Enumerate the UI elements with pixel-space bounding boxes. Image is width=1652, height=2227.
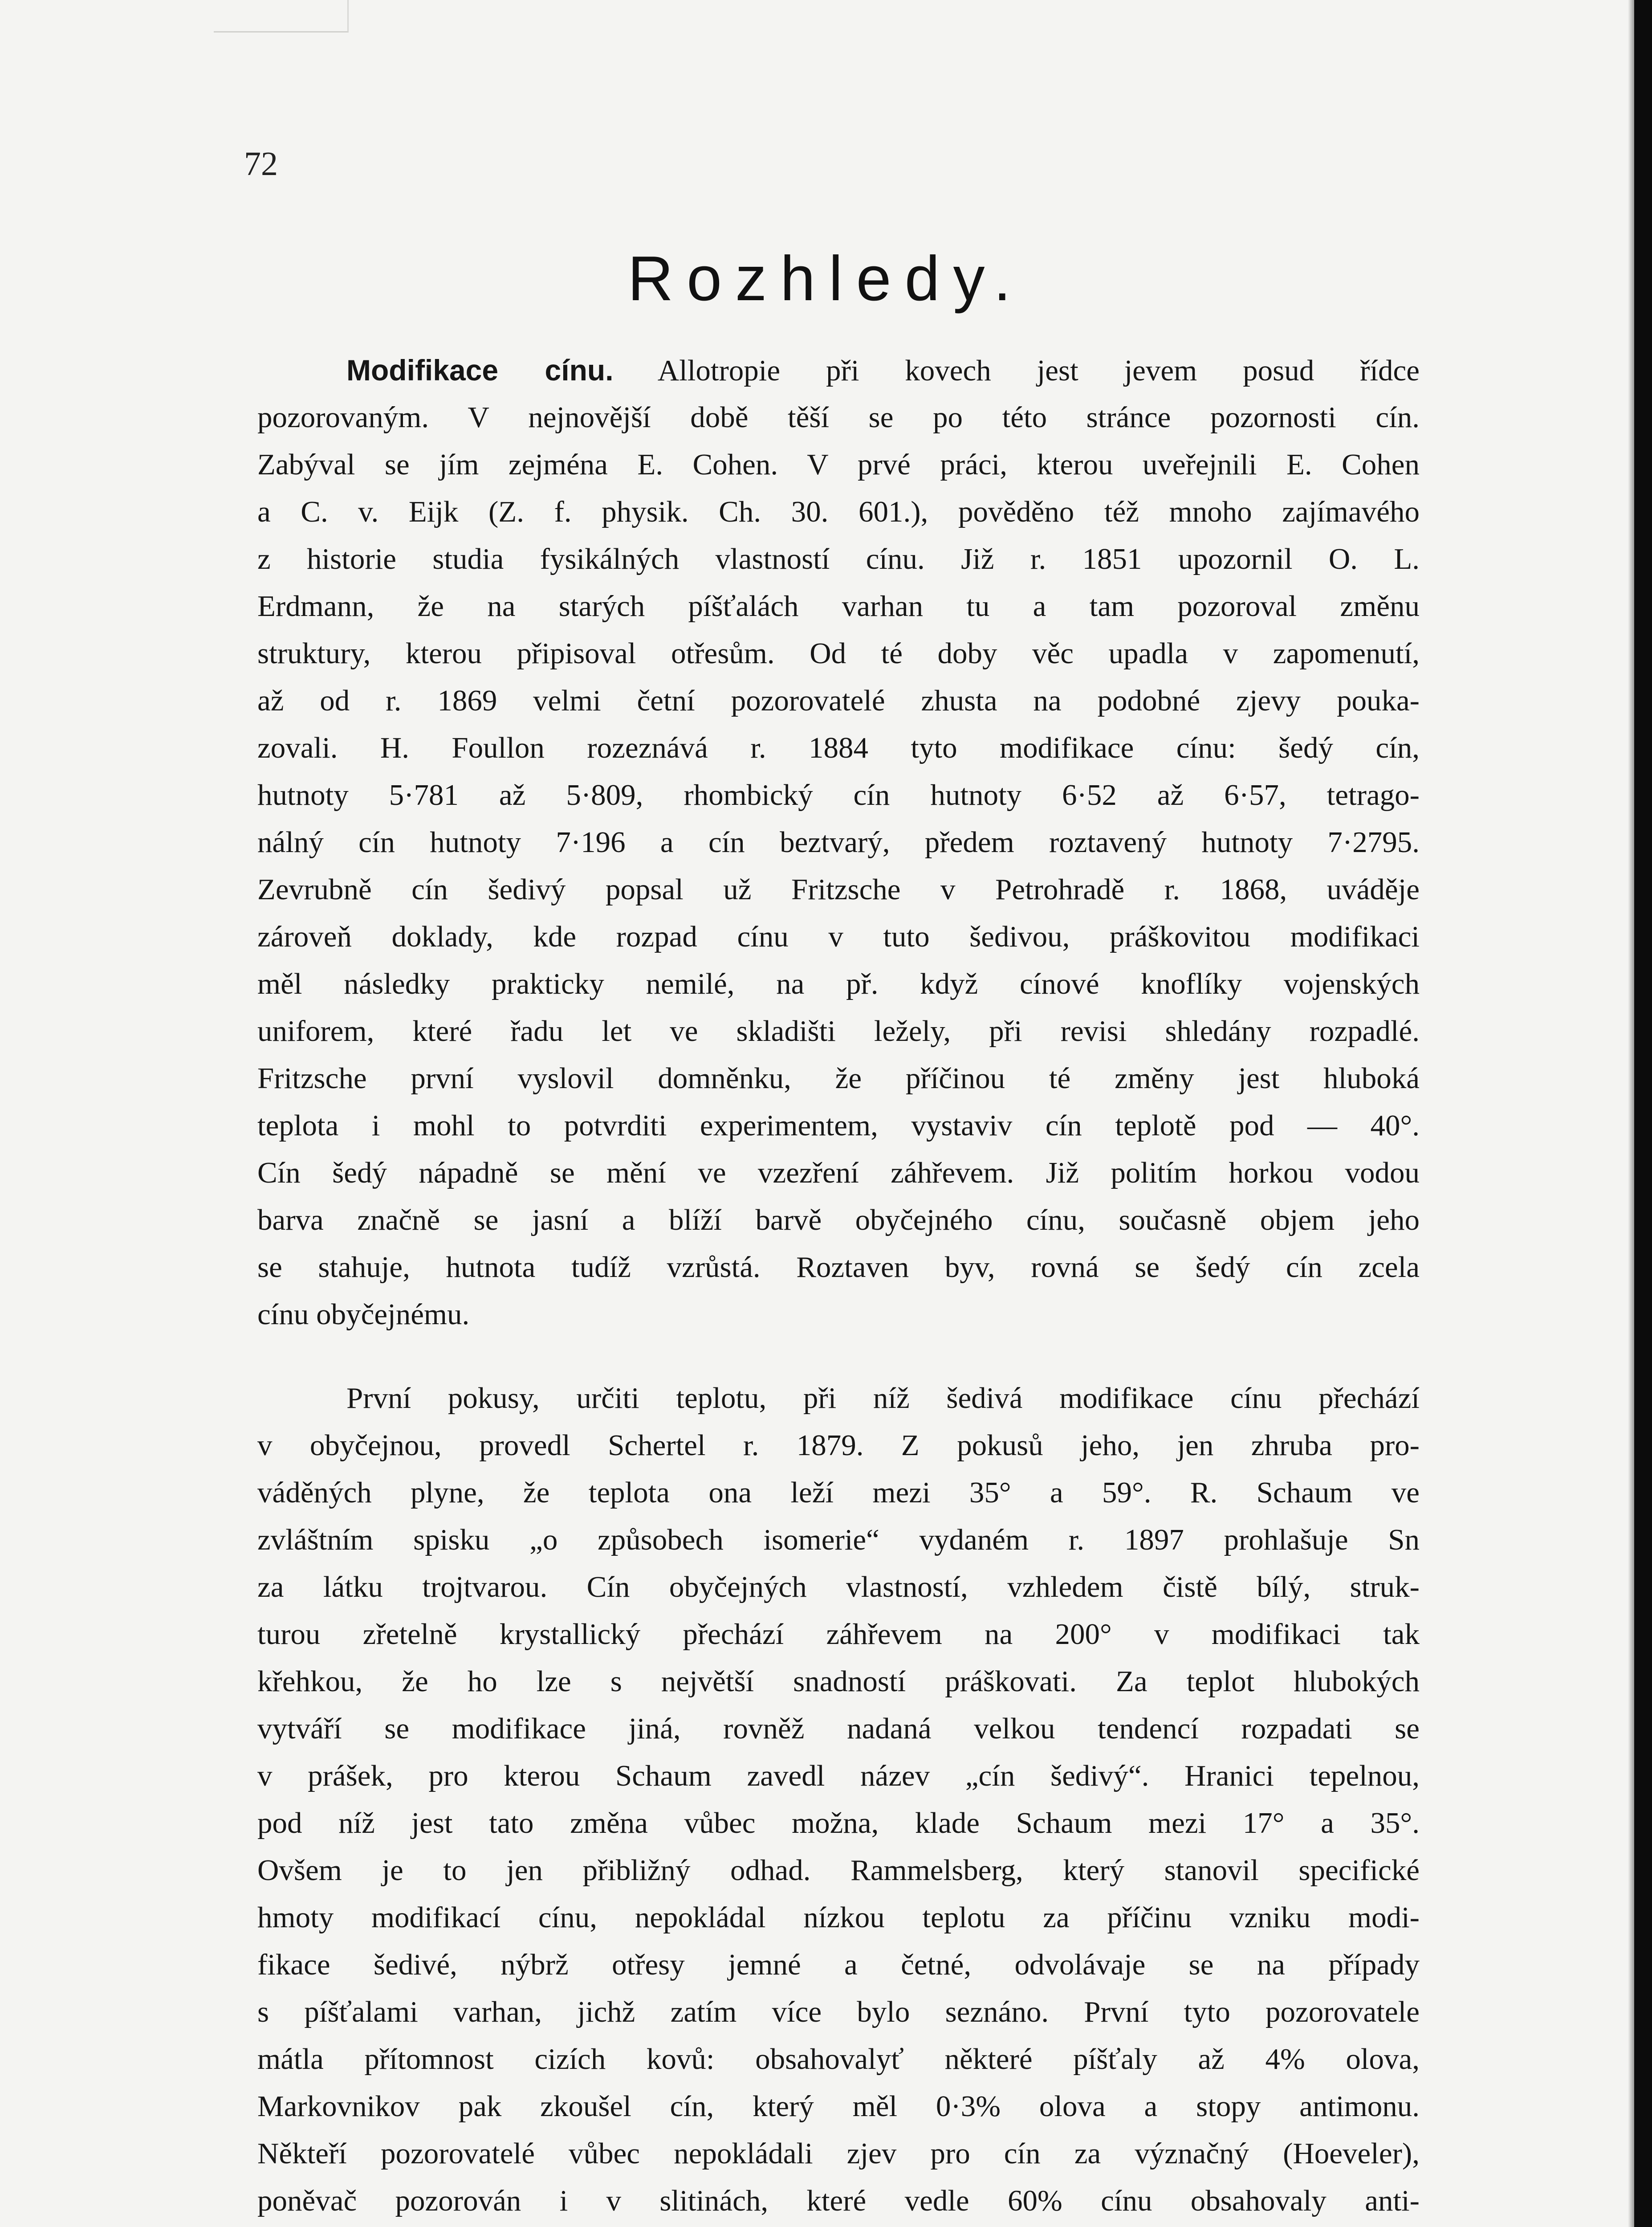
page-number: 72 [244,145,278,183]
text-line: Ovšem je to jen přibližný odhad. Rammelsberg, který stanovil specifické [257,1854,1420,1887]
text-line: zvláštním spisku „o způsobech isomerie“ vydaném r. 1897 prohlašuje Sn [257,1523,1420,1556]
text-line: Modifikace cínu. Allotropie při kovech jest jevem posud řídce [346,354,1420,387]
text-line: mátla přítomnost cizích kovů: obsahovalyť některé píšťaly až 4% olova, [257,2043,1420,2076]
text-line: s píšťalami varhan, jichž zatím více bylo seznáno. První tyto pozorovatele [257,1995,1420,2028]
text-line: se stahuje, hutnota tudíž vzrůstá. Roztaven byv, rovná se šedý cín zcela [257,1251,1420,1284]
text-line: pod níž jest tato změna vůbec možna, klade Schaum mezi 17° a 35°. [257,1807,1420,1840]
text-line: turou zřetelně krystallický přechází záhřevem na 200° v modifikaci tak [257,1618,1420,1651]
section-heading: Rozhledy. [627,243,1025,314]
text-line: váděných plyne, že teplota ona leží mezi 35° a 59°. R. Schaum ve [257,1476,1420,1509]
text-line: cínu obyčejnému. [257,1298,470,1331]
text-line: nálný cín hutnoty 7·196 a cín beztvarý, předem roztavený hutnoty 7·2795. [257,826,1420,859]
text-line: uniforem, které řadu let ve skladišti ležely, při revisi shledány rozpadlé. [257,1015,1420,1048]
text-line: hutnoty 5·781 až 5·809, rhombický cín hutnoty 6·52 až 6·57, tetrago- [257,779,1420,812]
text-line: teplota i mohl to potvrditi experimentem, vystaviv cín teplotě pod — 40°. [257,1109,1420,1142]
text-line: hmoty modifikací cínu, nepokládal nízkou teplotu za příčinu vzniku modi- [257,1901,1420,1934]
text-line: zovali. H. Foullon rozeznává r. 1884 tyto modifikace cínu: šedý cín, [257,731,1420,764]
text-line: vytváří se modifikace jiná, rovněž nadaná velkou tendencí rozpadati se [257,1712,1420,1745]
text-line: za látku trojtvarou. Cín obyčejných vlastností, vzhledem čistě bílý, struk- [257,1570,1420,1603]
text-line: až od r. 1869 velmi četní pozorovatelé zhusta na podobné zjevy pouka- [257,684,1420,717]
text-line: zároveň doklady, kde rozpad cínu v tuto šedivou, práškovitou modifikaci [257,920,1420,953]
text-line: Fritzsche první vyslovil domněnku, že příčinou té změny jest hluboká [257,1062,1420,1095]
paragraph-gap [257,1338,1420,1375]
text-line: První pokusy, určiti teplotu, při níž šedivá modifikace cínu přechází [346,1382,1420,1415]
text-line [257,2224,1420,2227]
text-line: a C. v. Eijk (Z. f. physik. Ch. 30. 601.), pověděno též mnoho zajímavého [257,495,1420,528]
text-line: pozorovaným. V nejnovější době těší se po této stránce pozornosti cín. [257,401,1420,434]
text-line: z historie studia fysikálných vlastností cínu. Již r. 1851 upozornil O. L. [257,542,1420,575]
text-line: Někteří pozorovatelé vůbec nepokládali zjev pro cín za význačný (Hoeveler), [257,2137,1420,2170]
text-line: barva značně se jasní a blíží barvě obyčejného cínu, současně objem jeho [257,1203,1420,1236]
text-line: Zabýval se jím zejména E. Cohen. V prvé práci, kterou uveřejnili E. Cohen [257,448,1420,481]
text-line: Erdmann, že na starých píšťalách varhan tu a tam pozoroval změnu [257,590,1420,623]
text-line: struktury, kterou připisoval otřesům. Od té doby věc upadla v zapomenutí, [257,637,1420,670]
text-line: měl následky prakticky nemilé, na př. když cínové knoflíky vojenských [257,967,1420,1000]
text-line: Cín šedý nápadně se mění ve vzezření záhřevem. Již politím horkou vodou [257,1156,1420,1189]
article-body [257,347,1420,2227]
text-line: v obyčejnou, provedl Schertel r. 1879. Z pokusů jeho, jen zhruba pro- [257,1429,1420,1462]
scan-edge-shadow [1628,0,1634,2227]
text-line: Markovnikov pak zkoušel cín, který měl 0·3% olova a stopy antimonu. [257,2090,1420,2123]
scan-edge [1634,0,1652,2227]
scan-artifact [214,0,349,33]
text-line: křehkou, že ho lze s největší snadností práškovati. Za teplot hlubokých [257,1665,1420,1698]
text-line: Zevrubně cín šedivý popsal už Fritzsche v Petrohradě r. 1868, uváděje [257,873,1420,906]
text-line: v prášek, pro kterou Schaum zavedl název „cín šedivý“. Hranici tepelnou, [257,1759,1420,1792]
text-line: fikace šedivé, nýbrž otřesy jemné a četné, odvolávaje se na případy [257,1948,1420,1981]
text-line: poněvač pozorován i v slitinách, které vedle 60% cínu obsahovaly anti- [257,2184,1420,2217]
